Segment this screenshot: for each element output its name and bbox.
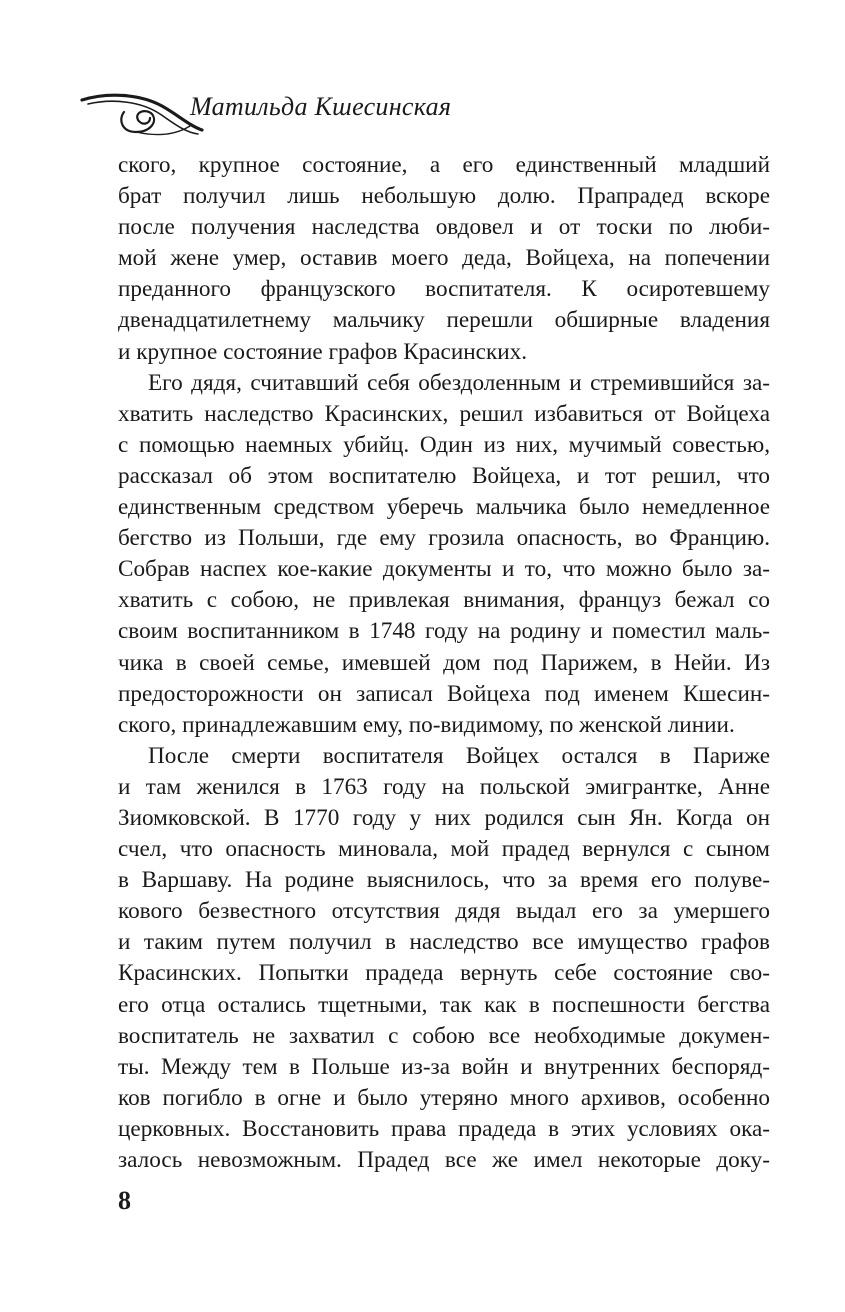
text-line: кового безвестного отсутствия дядя выдал его за умершего xyxy=(118,898,770,925)
text-line: и таким путем получил в наследство все имущество графов xyxy=(118,929,770,956)
text-line: двенадцатилетнему мальчику перешли обширные владения xyxy=(118,307,770,334)
text-line: рассказал об этом воспитателю Войцеха, и тот решил, что xyxy=(118,462,770,489)
text-line: единственным средством уберечь мальчика было немедленное xyxy=(118,494,770,521)
text-line: и крупное состояние графов Красинских. xyxy=(118,338,528,365)
calligraphic-flourish-icon xyxy=(78,86,208,142)
paragraph xyxy=(118,368,770,741)
text-line: брат получил лишь небольшую долю. Прапрадед вскоре xyxy=(118,183,770,210)
text-line: воспитатель не захватил с собою все необходимые докумен- xyxy=(118,1022,770,1049)
text-line: ты. Между тем в Польше из-за войн и внутренних беспоряд- xyxy=(118,1053,770,1080)
text-line: ского, крупное состояние, а его единственный младший xyxy=(118,152,770,178)
text-line: его отца остались тщетными, так как в поспешности бегства xyxy=(118,991,770,1018)
text-line: после получения наследства овдовел и от тоски по люби- xyxy=(118,214,770,241)
text-line: и там женился в 1763 году на польской эмигрантке, Анне xyxy=(118,773,770,800)
text-line: хватить наследство Красинских, решил избавиться от Войцеха xyxy=(118,400,770,427)
text-line: ского, принадлежавшим ему, по-видимому, по женской линии. xyxy=(118,711,735,738)
text-line: чика в своей семье, имевшей дом под Парижем, в Нейи. Из xyxy=(118,649,770,676)
text-line: предосторожности он записал Войцеха под именем Кшесин- xyxy=(118,680,770,707)
text-line: с помощью наемных убийц. Один из них, мучимый совестью, xyxy=(118,431,770,458)
body-text xyxy=(118,150,770,1176)
text-line: мой жене умер, оставив моего деда, Войцеха, на попечении xyxy=(118,245,770,272)
text-line: хватить с собою, не привлекая внимания, француз бежал со xyxy=(118,587,770,614)
paragraph xyxy=(118,741,770,1176)
text-line: ков погибло в огне и было утеряно много архивов, особенно xyxy=(118,1084,770,1111)
header-title: Матильда Кшесинская xyxy=(190,92,452,121)
paragraph xyxy=(118,150,770,368)
text-line: церковных. Восстановить права прадеда в этих условиях ока- xyxy=(118,1115,770,1142)
text-line: преданного французского воспитателя. К осиротевшему xyxy=(118,276,770,303)
text-line: своим воспитанником в 1748 году на родину и поместил маль- xyxy=(118,618,770,645)
text-line: залось невозможным. Прадед все же имел некоторые доку- xyxy=(118,1147,770,1173)
text-line: Зиомковской. В 1770 году у них родился сын Ян. Когда он xyxy=(118,804,770,831)
text-line: бегство из Польши, где ему грозила опасность, во Францию. xyxy=(118,525,770,552)
text-line: счел, что опасность миновала, мой прадед вернулся с сыном xyxy=(118,836,770,863)
text-line: Собрав наспех кое-какие документы и то, что можно было за- xyxy=(118,556,770,583)
running-header xyxy=(78,86,498,142)
text-line: Его дядя, считавший себя обездоленным и стремившийся за- xyxy=(148,369,770,396)
text-line: После смерти воспитателя Войцех остался в Париже xyxy=(148,742,770,769)
page-number: 8 xyxy=(118,1186,131,1215)
text-line: в Варшаву. На родине выяснилось, что за время его полуве- xyxy=(118,867,770,894)
text-line: Красинских. Попытки прадеда вернуть себе состояние сво- xyxy=(118,960,770,987)
